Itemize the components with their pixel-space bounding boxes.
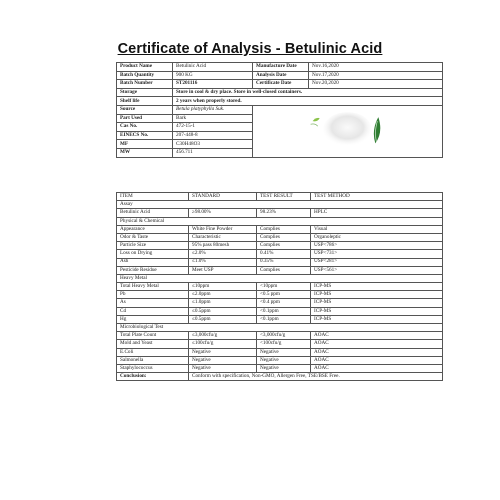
spec-cell: Appearance — [117, 225, 189, 233]
section-row — [117, 201, 443, 209]
info-value: Nov.17,2020 — [309, 71, 443, 80]
spec-cell: Negative — [257, 356, 311, 364]
spec-cell: Total Heavy Metal — [117, 283, 189, 291]
info-label: Cas No. — [117, 123, 173, 132]
info-value: Betula platyphylla Suk. — [173, 105, 253, 114]
info-label: Manufacture Date — [253, 63, 309, 72]
spec-cell: ≤2.0ppm — [189, 291, 257, 299]
info-label: Analysis Date — [253, 71, 309, 80]
section-label: Assay — [117, 201, 443, 209]
leaf-icon — [374, 117, 380, 143]
spec-row — [117, 250, 443, 258]
spec-header-row — [117, 193, 443, 201]
spec-cell: 0.35% — [257, 258, 311, 266]
info-label: Batch Quantity — [117, 71, 173, 80]
column-header: TEST RESULT — [257, 193, 311, 201]
spec-cell: AOAC — [311, 340, 443, 348]
spec-cell: Total Plate Count — [117, 332, 189, 340]
spec-cell: 98.23% — [257, 209, 311, 217]
spec-row — [117, 364, 443, 372]
spec-cell: ≤10ppm — [189, 283, 257, 291]
spec-cell: AOAC — [311, 348, 443, 356]
spec-cell: ICP-MS — [311, 283, 443, 291]
info-value: 207-448-8 — [173, 131, 253, 140]
section-label: Microbiological Test — [117, 324, 443, 332]
section-label: Heavy Metal — [117, 274, 443, 282]
spec-row — [117, 225, 443, 233]
spec-cell: ≤0.5ppm — [189, 307, 257, 315]
spec-cell: USP<561> — [311, 266, 443, 274]
spec-cell: Negative — [257, 348, 311, 356]
spec-row — [117, 307, 443, 315]
info-value: 456.711 — [173, 148, 253, 157]
spec-row — [117, 356, 443, 364]
spec-row — [117, 283, 443, 291]
section-label: Physical & Chemical — [117, 217, 443, 225]
spec-cell: Salmonella — [117, 356, 189, 364]
info-label: Storage — [117, 88, 173, 97]
spec-row — [117, 315, 443, 323]
info-label: Batch Number — [117, 80, 173, 89]
spec-cell: Meet USP — [189, 266, 257, 274]
column-header: STANDARD — [189, 193, 257, 201]
spec-cell: ICP-MS — [311, 299, 443, 307]
spec-row — [117, 242, 443, 250]
info-value: ST201116 — [173, 80, 253, 89]
spec-cell: Visual — [311, 225, 443, 233]
info-label: Source — [117, 105, 173, 114]
spec-cell: ICP-MS — [311, 307, 443, 315]
spec-cell: AOAC — [311, 332, 443, 340]
info-label: Part Used — [117, 114, 173, 123]
spec-cell: ≤0.5ppm — [189, 315, 257, 323]
spec-cell: Odor & Taste — [117, 233, 189, 241]
spec-row — [117, 348, 443, 356]
info-value: 900 KG — [173, 71, 253, 80]
conclusion-row — [117, 373, 443, 381]
spec-cell: Ash — [117, 258, 189, 266]
spec-cell: 95% pass 80mesh — [189, 242, 257, 250]
info-row — [117, 105, 443, 114]
spec-cell: <0.1ppm — [257, 315, 311, 323]
info-label: MW — [117, 148, 173, 157]
spec-cell: Negative — [257, 364, 311, 372]
spec-cell: Complies — [257, 266, 311, 274]
spec-cell: <10ppm — [257, 283, 311, 291]
spec-cell: 0.41% — [257, 250, 311, 258]
column-header: ITEM — [117, 193, 189, 201]
spec-cell: Hg — [117, 315, 189, 323]
document-title: Certificate of Analysis - Betulinic Acid — [117, 41, 383, 57]
info-value: 472-15-1 — [173, 123, 253, 132]
info-value: C30H48O3 — [173, 140, 253, 149]
spec-row — [117, 266, 443, 274]
section-row — [117, 217, 443, 225]
spec-cell: <0.1ppm — [257, 307, 311, 315]
spec-cell: Complies — [257, 233, 311, 241]
info-label: Shelf life — [117, 97, 173, 106]
info-row — [117, 71, 443, 80]
spec-cell: Particle Size — [117, 242, 189, 250]
spec-cell: AOAC — [311, 364, 443, 372]
spec-cell: USP<731> — [311, 250, 443, 258]
spec-cell: USP<281> — [311, 258, 443, 266]
spec-cell: <0.4 ppm — [257, 299, 311, 307]
spec-cell: ≤2.0% — [189, 250, 257, 258]
info-value: Nov.16,2020 — [309, 63, 443, 72]
spec-cell: E.Coli — [117, 348, 189, 356]
spec-cell: Loss on Drying — [117, 250, 189, 258]
info-label: EINECS No. — [117, 131, 173, 140]
spec-cell: Negative — [189, 348, 257, 356]
info-row — [117, 80, 443, 89]
spec-cell: ≤1.0ppm — [189, 299, 257, 307]
spec-cell: <0.5 ppm — [257, 291, 311, 299]
spec-cell: ICP-MS — [311, 315, 443, 323]
spec-row — [117, 209, 443, 217]
spec-row — [117, 233, 443, 241]
spec-cell: Cd — [117, 307, 189, 315]
spec-cell: ≤3,000cfu/g — [189, 332, 257, 340]
spec-row — [117, 340, 443, 348]
spec-cell: USP<786> — [311, 242, 443, 250]
spec-row — [117, 258, 443, 266]
conclusion-label: Conclusion: — [117, 373, 189, 381]
spec-cell: Characteristic — [189, 233, 257, 241]
spec-cell: Negative — [189, 364, 257, 372]
spec-cell: Staphylococcus — [117, 364, 189, 372]
section-row — [117, 324, 443, 332]
info-label: Certificate Date — [253, 80, 309, 89]
product-info-table — [116, 62, 443, 158]
spec-cell: Pesticide Residue — [117, 266, 189, 274]
spec-cell: Negative — [189, 356, 257, 364]
product-photo — [253, 105, 443, 157]
column-header: TEST METHOD — [311, 193, 443, 201]
spec-cell: Mold and Yeast — [117, 340, 189, 348]
spec-cell: ≤1.0% — [189, 258, 257, 266]
spec-cell: Organoleptic — [311, 233, 443, 241]
info-row — [117, 63, 443, 72]
spec-row — [117, 332, 443, 340]
info-label: MF — [117, 140, 173, 149]
spec-row — [117, 291, 443, 299]
spec-row — [117, 299, 443, 307]
info-value: Betulinic Acid — [173, 63, 253, 72]
info-value: 2 years when properly stored. — [173, 97, 443, 106]
info-value: Store in cool & dry place. Store in well-closed containers. — [173, 88, 443, 97]
spec-cell: Pb — [117, 291, 189, 299]
info-value: Bark — [173, 114, 253, 123]
info-value: Nov.20,2020 — [309, 80, 443, 89]
spec-cell: <100cfu/g — [257, 340, 311, 348]
leaf-logo-icon — [311, 118, 320, 126]
spec-cell: ≤100cfu/g — [189, 340, 257, 348]
spec-cell: AOAC — [311, 356, 443, 364]
spec-cell: <3,000cfu/g — [257, 332, 311, 340]
powder-image — [323, 112, 372, 146]
spec-cell: ≥98.00% — [189, 209, 257, 217]
spec-cell: Betulinic Acid — [117, 209, 189, 217]
spec-cell: ICP-MS — [311, 291, 443, 299]
info-row — [117, 97, 443, 106]
specification-table — [116, 192, 443, 381]
spec-cell: White Fine Powder — [189, 225, 257, 233]
spec-cell: Complies — [257, 242, 311, 250]
conclusion-value: Conform with specification, Non-GMO, Allergen Free, TSE/BSE Free. — [189, 373, 443, 381]
spec-cell: HPLC — [311, 209, 443, 217]
spec-cell: Complies — [257, 225, 311, 233]
spec-cell: As — [117, 299, 189, 307]
info-label: Product Name — [117, 63, 173, 72]
section-row — [117, 274, 443, 282]
info-row — [117, 88, 443, 97]
